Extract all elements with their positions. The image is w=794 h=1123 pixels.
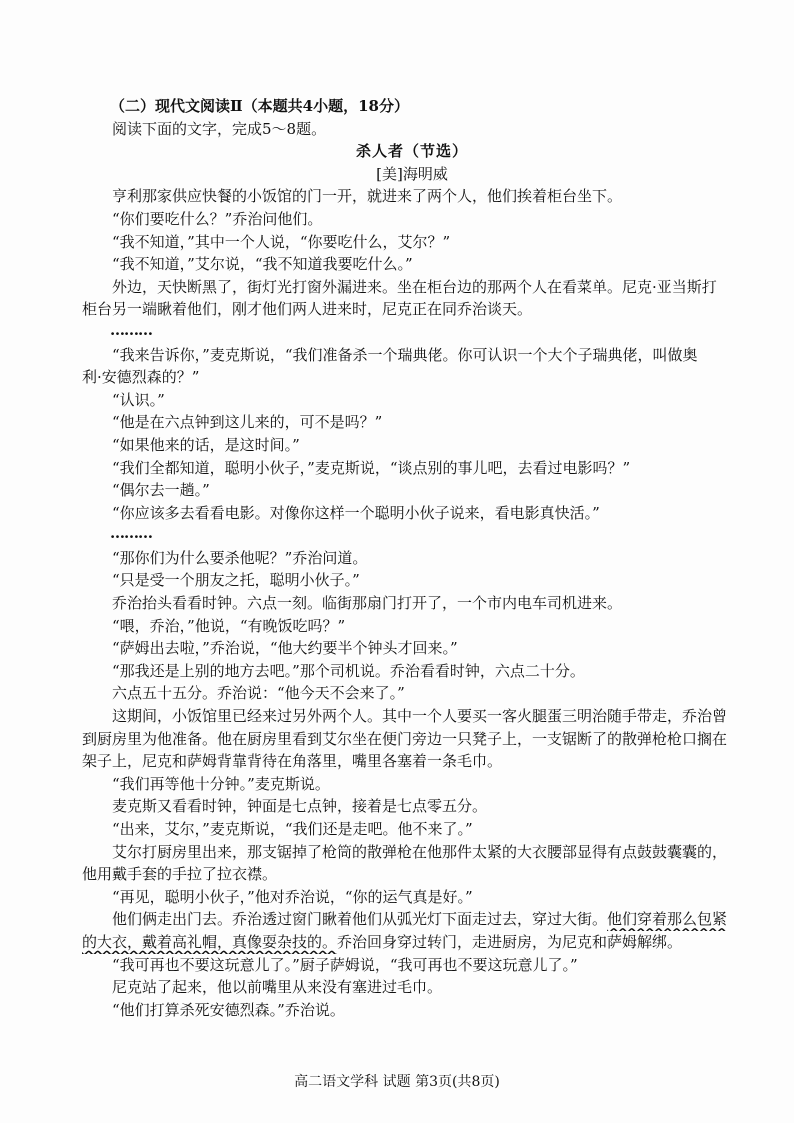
paragraph-line: “那你们为什么要杀他呢？”乔治问道。: [112, 548, 368, 567]
paragraph-line: 到厨房里为他准备。他在厨房里看到艾尔坐在便门旁边一只凳子上，一支锯断了的散弹枪枪口搁在: [82, 729, 728, 748]
paragraph-line: “喂，乔治，”他说，“有晚饭吃吗？”: [112, 616, 346, 635]
paragraph-line: 这期间，小饭馆里已经来过另外两个人。其中一个人要买一客火腿蛋三明治随手带走，乔治曾: [112, 707, 728, 726]
paragraph-line: 架子上，尼克和萨姆背靠背待在角落里，嘴里各塞着一条毛巾。: [82, 752, 503, 771]
paragraph-line-with-underline: [82, 931, 742, 954]
paragraph-line: “认识。”: [112, 390, 165, 409]
paragraph-line: “萨姆出去啦，”乔治说，“他大约要半个钟头才回来。”: [112, 639, 458, 658]
paragraph-text: 乔治回身穿过转门，走进厨房，为尼克和萨姆解绑。: [337, 932, 683, 951]
paragraph-line: “我可再也不要这玩意儿了。”厨子萨姆说，“我可再也不要这玩意儿了。”: [112, 955, 578, 974]
paragraph-line: “我们全都知道，聪明小伙子，”麦克斯说，“谈点别的事儿吧，去看过电影吗？”: [112, 458, 631, 477]
story-title: 杀人者（节选）: [355, 142, 468, 161]
paragraph-line: “我们再等他十分钟。”麦克斯说。: [112, 774, 330, 793]
paragraph-line: 六点五十五分。乔治说：“他今天不会来了。”: [112, 684, 405, 703]
paragraph-line: “那我还是上别的地方去吧。”那个司机说。乔治看看时钟，六点二十分。: [112, 661, 585, 680]
paragraph-line: “出来，艾尔，”麦克斯说，“我们还是走吧。他不来了。”: [112, 820, 473, 838]
story-author: [美]海明威: [376, 164, 448, 183]
paragraph-line: “我来告诉你，”麦克斯说，“我们准备杀一个瑞典佬。你可认识一个大个子瑞典佬，叫做奥: [112, 345, 698, 364]
ellipsis-separator: ………: [110, 320, 152, 339]
paragraph-line: “我不知道，”艾尔说，“我不知道我要吃什么。”: [112, 255, 413, 274]
ellipsis-separator: ………: [110, 524, 152, 543]
paragraph-line: “我不知道，”其中一个人说，“你要吃什么，艾尔？”: [112, 232, 451, 251]
paragraph-line: 利·安德烈森的？”: [82, 368, 200, 387]
section-instruction: 阅读下面的文字，完成5～8题。: [112, 119, 327, 138]
paragraph-line-with-underline: [82, 908, 742, 931]
paragraph-line: “你应该多去看看电影。对像你这样一个聪明小伙子说来，看电影真快活。”: [112, 503, 600, 522]
paragraph-line: 柜台另一端瞅着他们，刚才他们两人进来时，尼克正在同乔治谈天。: [82, 300, 533, 319]
paragraph-line: “他是在六点钟到这儿来的，可不是吗？”: [112, 413, 383, 432]
paragraph-line: 他用戴手套的手拉了拉衣襟。: [82, 865, 278, 884]
paragraph-line: “如果他来的话，是这时间。”: [112, 435, 300, 454]
paragraph-line: 麦克斯又看看时钟，钟面是七点钟，接着是七点零五分。: [112, 797, 488, 816]
paragraph-line: 艾尔打厨房里出来，那支锯掉了枪筒的散弹枪在他那件太紧的大衣腰部显得有点鼓鼓囊囊的，: [112, 842, 728, 861]
paragraph-line: 外边，天快断黑了，街灯光打窗外漏进来。坐在柜台边的那两个人在看菜单。尼克·亚当斯打: [112, 277, 717, 296]
paragraph-line: “再见，聪明小伙子，”他对乔治说，“你的运气真是好。”: [112, 887, 473, 906]
page-footer: 高二语文学科 试题 第3页(共8页): [294, 1074, 500, 1090]
underlined-sentence-part-2: 的大衣，戴着高礼帽，真像耍杂技的。: [82, 932, 338, 951]
paragraph-line: “偶尔去一趟。”: [112, 481, 210, 500]
paragraph-line: 亨利那家供应快餐的小饭馆的门一开，就进来了两个人，他们挨着柜台坐下。: [112, 187, 623, 206]
section-title: （二）现代文阅读Ⅱ（本题共4小题，18分）: [110, 97, 409, 115]
paragraph-line: “他们打算杀死安德烈森。”乔治说。: [112, 1000, 345, 1019]
paragraph-line: “只是受一个朋友之托，聪明小伙子。”: [112, 571, 360, 590]
paragraph-line: 尼克站了起来，他以前嘴里从来没有塞进过毛巾。: [112, 978, 443, 997]
paragraph-line: “你们要吃什么？”乔治问他们。: [112, 209, 323, 228]
reading-passage: [82, 95, 742, 1021]
paragraph-text: 他们俩走出门去。乔治透过窗门瞅着他们从弧光灯下面走过去，穿过大街。: [112, 910, 608, 929]
paragraph-line: 乔治抬头看看时钟。六点一刻。临街那扇门打开了，一个市内电车司机进来。: [112, 594, 623, 613]
underlined-sentence-part-1: 他们穿着那么包紧: [607, 910, 728, 929]
